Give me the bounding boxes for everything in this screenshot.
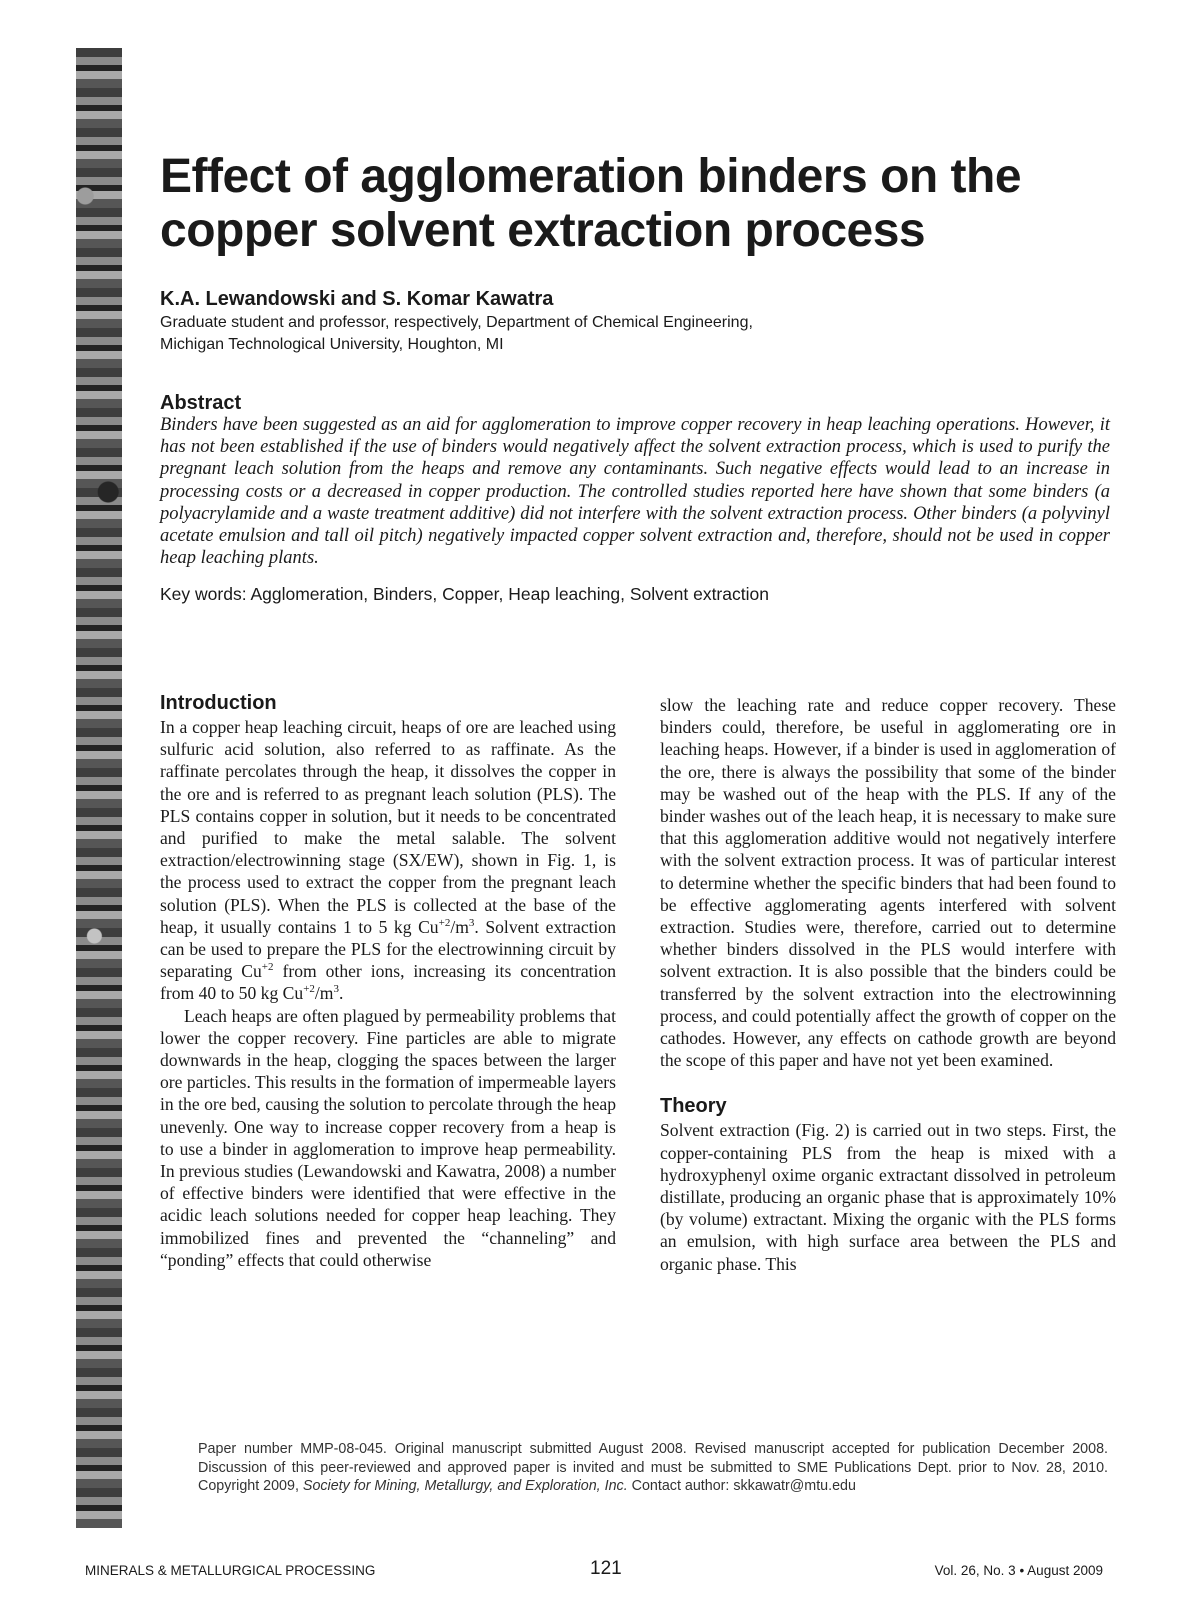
footnote-text-a: Paper number MMP-08-045. Original manuscript submitted August 2008. Revised manuscript accepted for publication December 2008. Discussion of this peer-reviewed and approved paper is invited and must be submitted to SME Publications Dept. prior to Nov. 28, 2010. Copyright 2009,: [198, 1441, 1108, 1495]
superscript-charge: +2: [303, 983, 315, 996]
introduction-heading: Introduction: [160, 692, 277, 714]
continuation-paragraph: slow the leaching rate and reduce copper recovery. These binders could, therefore, be useful in agglomerating ore in leaching heaps. However, if a binder is used in agglomeration of the ore, there is always the possibility that some of the binder may be washed out of the heap with the PLS. If any of the binder washes out of the leach heap, it is necessary to make sure that this agglomeration additive would not negatively interfere with the solvent extraction process. It was of particular interest to determine whether the specific binders that had been found to be effective agglomerating agents interfered with solvent extraction. Studies were, therefore, carried out to determine whether binders dissolved in the PLS would interfere with solvent extraction. It is also possible that the binders could be transferred by the solvent extraction into the electrowinning process, and could potentially affect the growth of copper on the cathodes. However, any effects on cathode growth are beyond the scope of this paper and have not yet been examined.: [660, 695, 1116, 1071]
abstract-heading: Abstract: [160, 392, 242, 414]
affiliation-line-1: Graduate student and professor, respectively, Department of Chemical Engineering,: [160, 314, 753, 331]
theory-paragraph-1: Solvent extraction (Fig. 2) is carried out in two steps. First, the copper-containing PLS from the heap is mixed with a hydroxyphenyl oxime organic extractant dissolved in petroleum distillate, producing an organic phase that is approximately 10% (by volume) extractant. Mixing the organic with the PLS forms an emulsion, with high surface area between the PLS and organic phase. This: [660, 1120, 1116, 1274]
superscript-cube: 3: [468, 916, 475, 929]
affiliation-line-2: Michigan Technological University, Houghton, MI: [160, 336, 504, 353]
intro-text-a: In a copper heap leaching circuit, heaps of ore are leached using sulfuric acid solution, also referred to as raffinate. As the raffinate percolates through the heap, it dissolves the copper in the ore and is referred to as pregnant leach solution (PLS). The PLS contains copper in solution, but it needs to be concentrated and purified to make the metal salable. The solvent extraction/electrowinning stage (SX/EW), shown in Fig. 1, is the process used to extract the copper from the pregnant leach solution (PLS). When the PLS is collected at the base of the heap, it usually contains 1 to 5 kg Cu: [160, 717, 616, 937]
left-column: [160, 690, 616, 1271]
footer-page-number: 121: [590, 1558, 622, 1579]
intro-text-f: .: [339, 983, 344, 1004]
footnote: [198, 1440, 1108, 1496]
authors: K.A. Lewandowski and S. Komar Kawatra: [160, 288, 554, 310]
decorative-side-strip: [76, 48, 122, 1528]
intro-paragraph-2: Leach heaps are often plagued by permeability problems that lower the copper recovery. Fine particles are able to migrate downwards in the heap, clogging the spaces between the larger ore particles. This results in the formation of impermeable layers in the ore bed, causing the solution to percolate through the heap unevenly. One way to increase copper recovery from a heap is to use a binder in agglomeration to improve heap permeability. In previous studies (Lewandowski and Kawatra, 2008) a number of effective binders were identified that were effective in the acidic leach solutions needed for copper heap leaching. They immobilized fines and prevented the “channeling” and “ponding” effects that could otherwise: [160, 1005, 616, 1270]
footnote-text-b: Contact author: skkawatr@mtu.edu: [627, 1478, 856, 1495]
intro-text-d: from other ions, increasing its concentration from 40 to 50 kg Cu: [160, 961, 616, 1004]
footer-issue: Vol. 26, No. 3 • August 2009: [934, 1563, 1103, 1578]
footer-journal: MINERALS & METALLURGICAL PROCESSING: [85, 1563, 376, 1578]
intro-paragraph-1: [160, 716, 616, 1005]
superscript-cube: 3: [333, 983, 339, 996]
footnote-society: Society for Mining, Metallurgy, and Exploration, Inc.: [302, 1478, 628, 1495]
superscript-charge: +2: [438, 916, 451, 929]
abstract-text: Binders have been suggested as an aid for agglomeration to improve copper recovery in heap leaching operations. However, it has not been established if the use of binders would negatively affect the solvent extraction process, which is used to purify the pregnant leach solution from the heaps and remove any contaminants. Such negative effects would lead to an increase in processing costs or a decreased in copper production. The controlled studies reported here have shown that some binders (a polyacrylamide and a waste treatment additive) did not interfere with the solvent extraction process. Other binders (a polyvinyl acetate emulsion and tall oil pitch) negatively impacted copper solvent extraction and, therefore, should not be used in copper heap leaching plants.: [160, 415, 1110, 569]
superscript-charge: +2: [261, 961, 274, 974]
intro-text-e: /m: [314, 983, 334, 1004]
affiliation: [160, 312, 960, 356]
theory-heading: Theory: [660, 1095, 727, 1118]
keywords: Key words: Agglomeration, Binders, Copper, Heap leaching, Solvent extraction: [160, 584, 769, 604]
right-column: [660, 694, 1116, 1275]
intro-text-c: . Solvent extraction can be used to prepare the PLS for the electrowinning circuit by separating Cu: [160, 916, 616, 982]
intro-text-b: /m: [450, 916, 469, 937]
paper-title: Effect of agglomeration binders on the copper solvent extraction process: [160, 150, 1022, 257]
